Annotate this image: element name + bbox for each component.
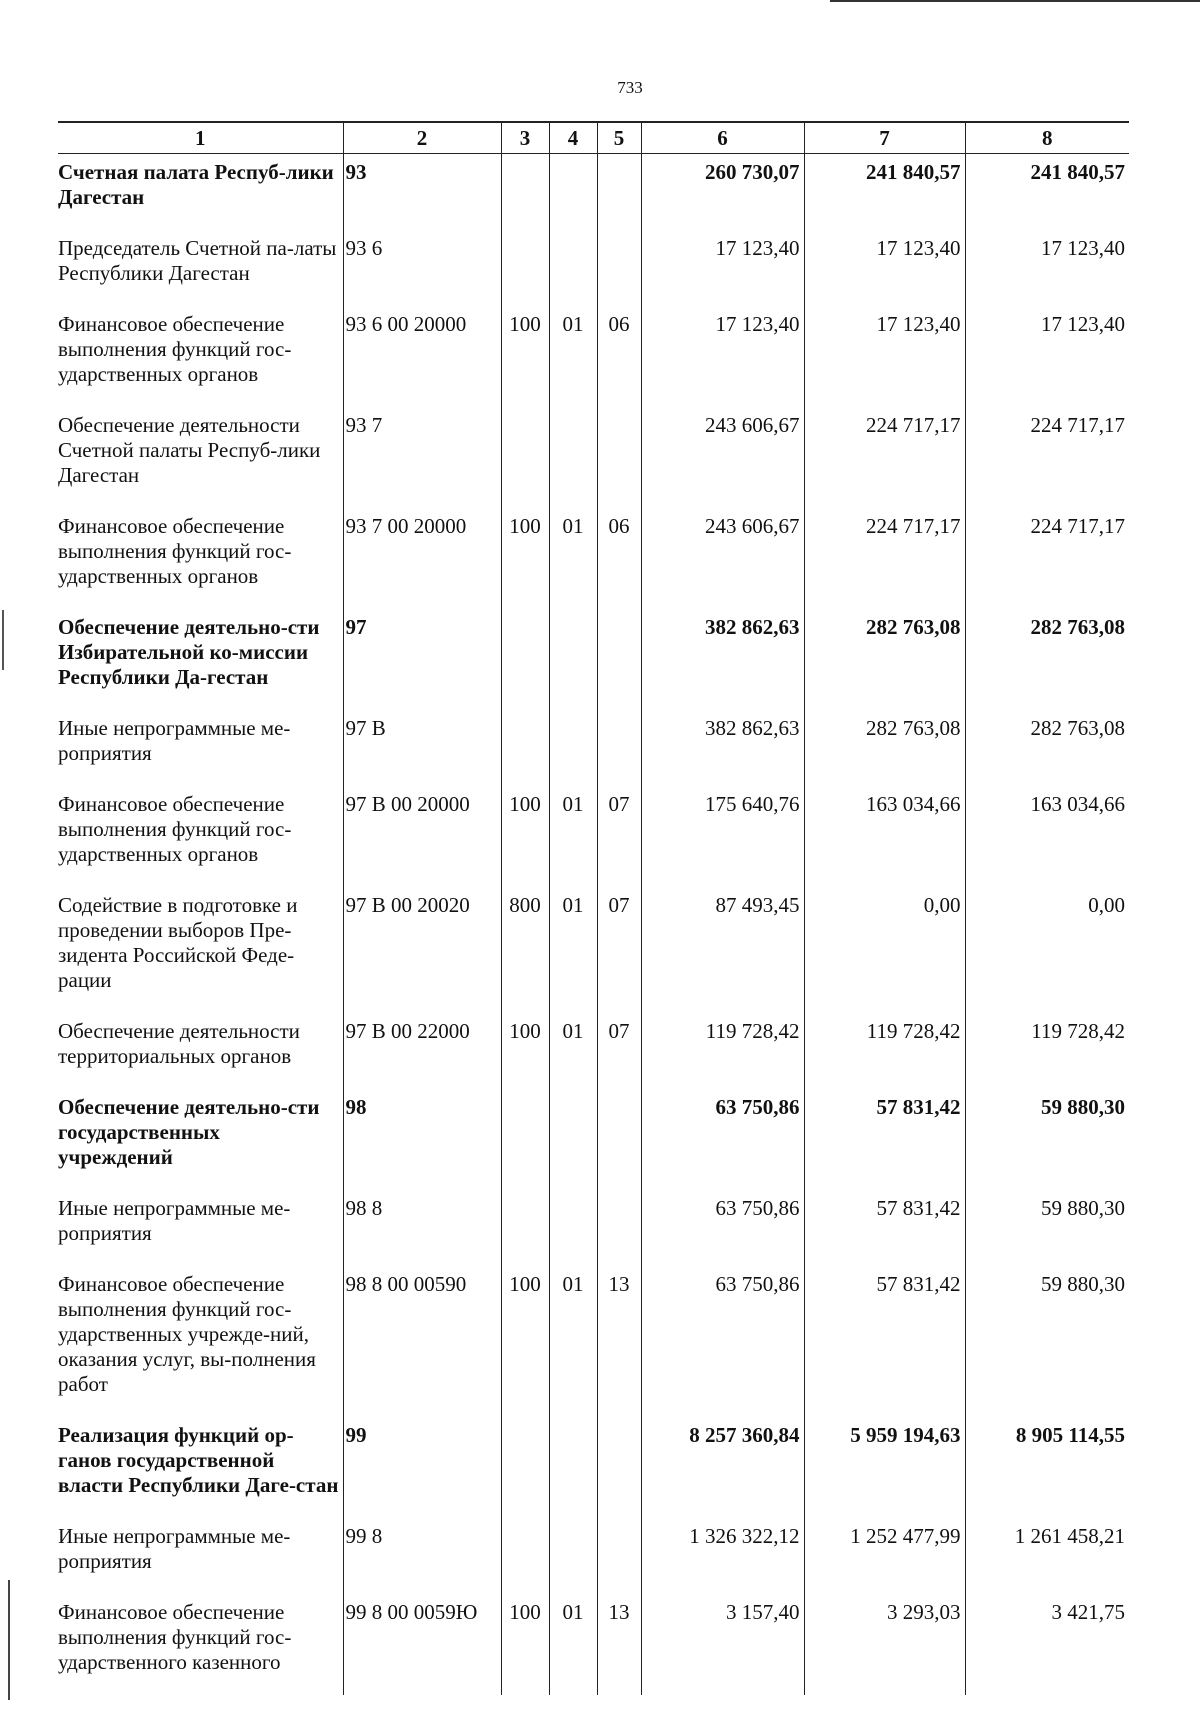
row-col5-cell: 06 <box>597 306 641 407</box>
row-code-cell: 93 7 <box>343 407 501 508</box>
table-row <box>58 407 1129 508</box>
table-row <box>58 1190 1129 1266</box>
row-value8-cell: 17 123,40 <box>965 306 1129 407</box>
row-code-cell: 97 В 00 22000 <box>343 1013 501 1089</box>
table-row <box>58 154 1129 231</box>
row-col5-cell: 13 <box>597 1266 641 1417</box>
row-name-cell: Обеспечение деятельно-сти Избирательной ко-миссии Республики Да-гестан <box>58 609 343 710</box>
row-code-cell: 99 8 <box>343 1518 501 1594</box>
row-value7-cell: 241 840,57 <box>804 154 965 231</box>
column-header-4: 4 <box>549 122 597 154</box>
row-col5-cell <box>597 609 641 710</box>
row-col3-cell <box>501 154 549 231</box>
row-value6-cell: 63 750,86 <box>641 1190 804 1266</box>
row-col4-cell <box>549 230 597 306</box>
row-value8-cell: 241 840,57 <box>965 154 1129 231</box>
table-row <box>58 710 1129 786</box>
row-col4-cell <box>549 154 597 231</box>
row-value6-cell: 382 862,63 <box>641 609 804 710</box>
row-col5-cell <box>597 1518 641 1594</box>
row-col3-cell <box>501 230 549 306</box>
row-code-cell: 93 6 <box>343 230 501 306</box>
row-value7-cell: 224 717,17 <box>804 508 965 609</box>
row-code-cell: 98 8 <box>343 1190 501 1266</box>
row-col5-cell: 07 <box>597 1013 641 1089</box>
row-value6-cell: 63 750,86 <box>641 1266 804 1417</box>
row-col4-cell: 01 <box>549 887 597 1013</box>
row-col3-cell: 100 <box>501 306 549 407</box>
table-row <box>58 1089 1129 1190</box>
row-name-cell: Иные непрограммные ме-роприятия <box>58 710 343 786</box>
row-col3-cell: 100 <box>501 786 549 887</box>
row-value8-cell: 224 717,17 <box>965 407 1129 508</box>
row-code-cell: 97 В <box>343 710 501 786</box>
row-col3-cell <box>501 1417 549 1518</box>
row-col3-cell <box>501 609 549 710</box>
row-value7-cell: 57 831,42 <box>804 1190 965 1266</box>
row-col4-cell: 01 <box>549 786 597 887</box>
row-value7-cell: 163 034,66 <box>804 786 965 887</box>
row-col3-cell <box>501 710 549 786</box>
row-value7-cell: 282 763,08 <box>804 710 965 786</box>
scan-artifact-left-mark <box>2 610 4 670</box>
row-col5-cell <box>597 407 641 508</box>
row-name-cell: Обеспечение деятельно-сти государственных учреждений <box>58 1089 343 1190</box>
row-value8-cell: 59 880,30 <box>965 1089 1129 1190</box>
row-col5-cell: 06 <box>597 508 641 609</box>
row-col3-cell <box>501 407 549 508</box>
row-value7-cell: 0,00 <box>804 887 965 1013</box>
row-col3-cell: 800 <box>501 887 549 1013</box>
row-col4-cell <box>549 407 597 508</box>
row-code-cell: 98 <box>343 1089 501 1190</box>
row-code-cell: 93 6 00 20000 <box>343 306 501 407</box>
row-name-cell: Финансовое обеспечение выполнения функций гос-ударственных органов <box>58 306 343 407</box>
row-value7-cell: 1 252 477,99 <box>804 1518 965 1594</box>
table-row <box>58 306 1129 407</box>
row-col4-cell <box>549 1089 597 1190</box>
row-col4-cell <box>549 1417 597 1518</box>
row-value6-cell: 1 326 322,12 <box>641 1518 804 1594</box>
row-value6-cell: 17 123,40 <box>641 306 804 407</box>
row-name-cell: Финансовое обеспечение выполнения функций гос-ударственных органов <box>58 786 343 887</box>
row-value8-cell: 163 034,66 <box>965 786 1129 887</box>
row-code-cell: 98 8 00 00590 <box>343 1266 501 1417</box>
row-col3-cell: 100 <box>501 1266 549 1417</box>
row-value6-cell: 175 640,76 <box>641 786 804 887</box>
row-value8-cell: 224 717,17 <box>965 508 1129 609</box>
row-code-cell: 99 8 00 0059Ю <box>343 1594 501 1695</box>
row-value8-cell: 59 880,30 <box>965 1190 1129 1266</box>
row-value7-cell: 282 763,08 <box>804 609 965 710</box>
row-value6-cell: 260 730,07 <box>641 154 804 231</box>
table-row <box>58 1417 1129 1518</box>
table-row <box>58 887 1129 1013</box>
row-col3-cell: 100 <box>501 1013 549 1089</box>
row-value7-cell: 224 717,17 <box>804 407 965 508</box>
row-col4-cell: 01 <box>549 1594 597 1695</box>
row-col4-cell <box>549 710 597 786</box>
scan-artifact-left-edge <box>8 1580 10 1700</box>
row-value8-cell: 17 123,40 <box>965 230 1129 306</box>
row-value7-cell: 5 959 194,63 <box>804 1417 965 1518</box>
table-row <box>58 1594 1129 1695</box>
table-row <box>58 1266 1129 1417</box>
row-col3-cell: 100 <box>501 1594 549 1695</box>
row-value8-cell: 1 261 458,21 <box>965 1518 1129 1594</box>
row-code-cell: 93 <box>343 154 501 231</box>
table-row <box>58 508 1129 609</box>
row-value7-cell: 17 123,40 <box>804 306 965 407</box>
column-header-6: 6 <box>641 122 804 154</box>
row-value6-cell: 87 493,45 <box>641 887 804 1013</box>
row-value8-cell: 59 880,30 <box>965 1266 1129 1417</box>
row-value8-cell: 119 728,42 <box>965 1013 1129 1089</box>
row-code-cell: 97 В 00 20000 <box>343 786 501 887</box>
row-name-cell: Счетная палата Респуб-лики Дагестан <box>58 154 343 231</box>
row-value6-cell: 119 728,42 <box>641 1013 804 1089</box>
row-col5-cell <box>597 1190 641 1266</box>
row-name-cell: Иные непрограммные ме-роприятия <box>58 1518 343 1594</box>
column-header-7: 7 <box>804 122 965 154</box>
column-header-1: 1 <box>58 122 343 154</box>
row-code-cell: 97 <box>343 609 501 710</box>
row-name-cell: Обеспечение деятельности территориальных органов <box>58 1013 343 1089</box>
row-name-cell: Финансовое обеспечение выполнения функций гос-ударственного казенного <box>58 1594 343 1695</box>
row-col5-cell <box>597 1089 641 1190</box>
row-col5-cell <box>597 230 641 306</box>
table-body <box>58 154 1129 1696</box>
row-col5-cell <box>597 710 641 786</box>
row-col4-cell: 01 <box>549 508 597 609</box>
row-value6-cell: 3 157,40 <box>641 1594 804 1695</box>
row-value8-cell: 0,00 <box>965 887 1129 1013</box>
row-value7-cell: 3 293,03 <box>804 1594 965 1695</box>
row-col4-cell <box>549 609 597 710</box>
row-col5-cell: 07 <box>597 887 641 1013</box>
budget-table-container <box>58 121 1129 1695</box>
row-code-cell: 93 7 00 20000 <box>343 508 501 609</box>
table-row <box>58 1013 1129 1089</box>
row-col5-cell: 07 <box>597 786 641 887</box>
row-value6-cell: 382 862,63 <box>641 710 804 786</box>
row-name-cell: Финансовое обеспечение выполнения функций гос-ударственных учрежде-ний, оказания услуг, вы-полнения работ <box>58 1266 343 1417</box>
row-col5-cell: 13 <box>597 1594 641 1695</box>
row-value7-cell: 119 728,42 <box>804 1013 965 1089</box>
row-value7-cell: 17 123,40 <box>804 230 965 306</box>
row-value7-cell: 57 831,42 <box>804 1089 965 1190</box>
row-col5-cell <box>597 154 641 231</box>
scan-artifact-top-line <box>830 0 1200 2</box>
row-value7-cell: 57 831,42 <box>804 1266 965 1417</box>
row-value6-cell: 243 606,67 <box>641 508 804 609</box>
row-value8-cell: 8 905 114,55 <box>965 1417 1129 1518</box>
row-name-cell: Председатель Счетной па-латы Республики Дагестан <box>58 230 343 306</box>
row-col4-cell: 01 <box>549 1266 597 1417</box>
column-header-3: 3 <box>501 122 549 154</box>
column-header-8: 8 <box>965 122 1129 154</box>
row-value6-cell: 17 123,40 <box>641 230 804 306</box>
row-value6-cell: 8 257 360,84 <box>641 1417 804 1518</box>
table-row <box>58 230 1129 306</box>
column-header-5: 5 <box>597 122 641 154</box>
row-name-cell: Иные непрограммные ме-роприятия <box>58 1190 343 1266</box>
row-col4-cell <box>549 1518 597 1594</box>
row-col4-cell: 01 <box>549 306 597 407</box>
row-value6-cell: 243 606,67 <box>641 407 804 508</box>
table-row <box>58 786 1129 887</box>
row-col4-cell <box>549 1190 597 1266</box>
row-value6-cell: 63 750,86 <box>641 1089 804 1190</box>
row-name-cell: Содействие в подготовке и проведении выборов Пре-зидента Российской Феде-рации <box>58 887 343 1013</box>
budget-table <box>58 121 1129 1695</box>
row-code-cell: 97 В 00 20020 <box>343 887 501 1013</box>
row-name-cell: Обеспечение деятельности Счетной палаты Респуб-лики Дагестан <box>58 407 343 508</box>
header-row <box>58 122 1129 154</box>
row-value8-cell: 282 763,08 <box>965 710 1129 786</box>
row-value8-cell: 282 763,08 <box>965 609 1129 710</box>
row-col3-cell <box>501 1089 549 1190</box>
column-header-2: 2 <box>343 122 501 154</box>
row-col3-cell: 100 <box>501 508 549 609</box>
page-number: 733 <box>617 78 643 97</box>
table-row <box>58 1518 1129 1594</box>
row-col3-cell <box>501 1190 549 1266</box>
row-value8-cell: 3 421,75 <box>965 1594 1129 1695</box>
row-name-cell: Реализация функций ор-ганов государственной власти Республики Даге-стан <box>58 1417 343 1518</box>
table-row <box>58 609 1129 710</box>
row-name-cell: Финансовое обеспечение выполнения функций гос-ударственных органов <box>58 508 343 609</box>
row-code-cell: 99 <box>343 1417 501 1518</box>
row-col4-cell: 01 <box>549 1013 597 1089</box>
row-col3-cell <box>501 1518 549 1594</box>
row-col5-cell <box>597 1417 641 1518</box>
